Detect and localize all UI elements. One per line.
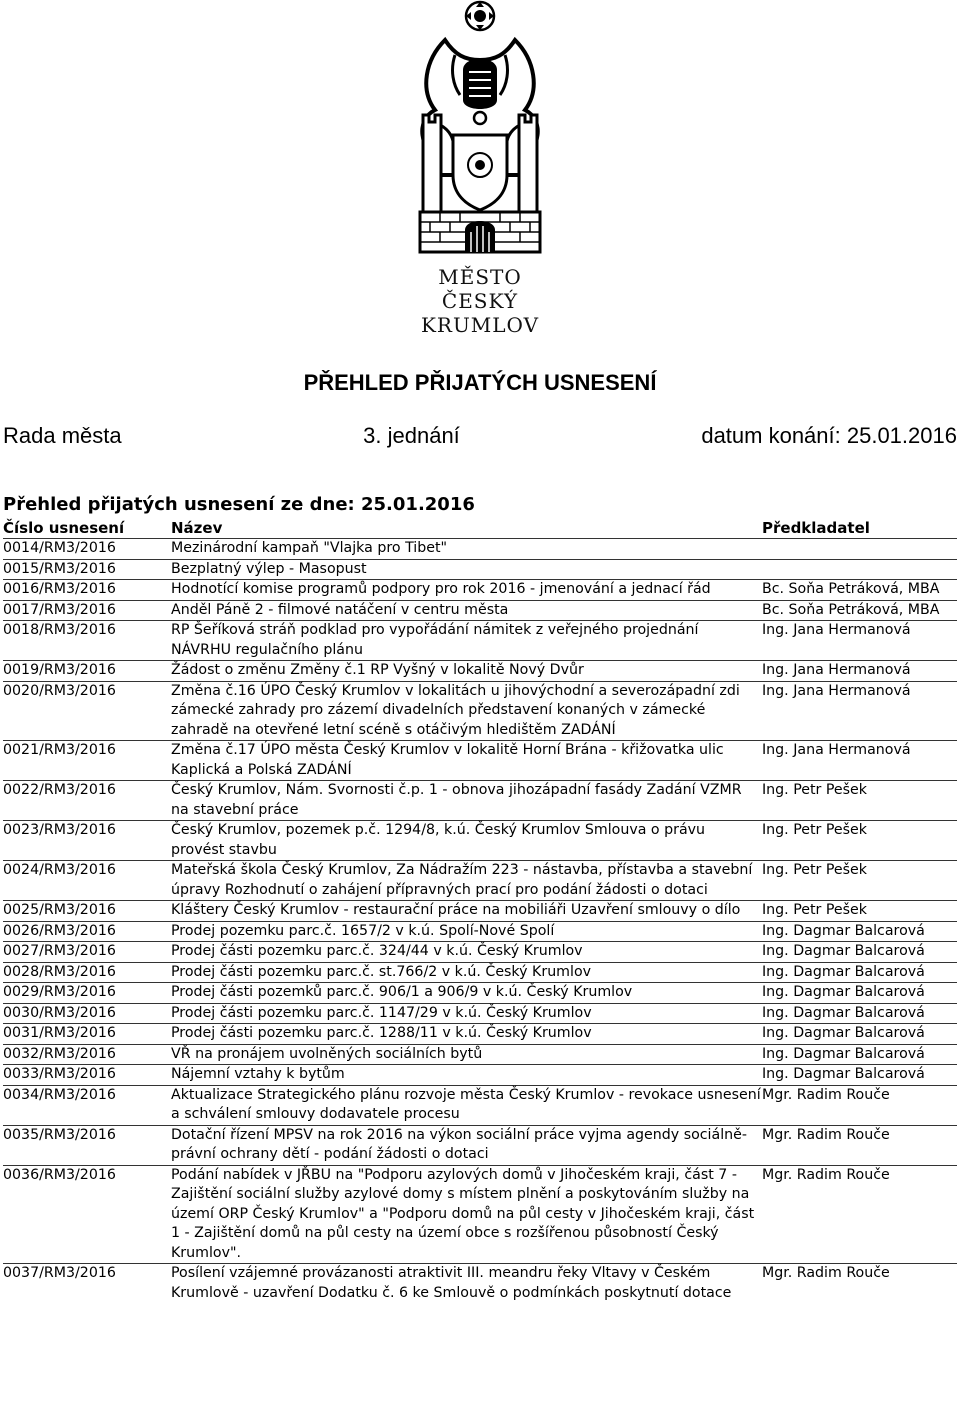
resolution-id: 0034/RM3/2016 <box>3 1086 116 1103</box>
table-row <box>3 963 957 983</box>
table-row <box>3 1045 957 1065</box>
resolution-id: 0024/RM3/2016 <box>3 862 116 878</box>
table-row <box>3 781 957 820</box>
resolution-id: 0037/RM3/2016 <box>3 1265 116 1281</box>
resolution-id: 0023/RM3/2016 <box>3 822 116 838</box>
table-row <box>3 741 957 780</box>
resolution-id: 0032/RM3/2016 <box>3 1045 116 1062</box>
resolution-submitter: Ing. Petr Pešek <box>762 902 867 918</box>
resolution-submitter: Ing. Dagmar Balcarová <box>762 1025 925 1041</box>
resolution-id: 0017/RM3/2016 <box>3 601 116 618</box>
resolution-id: 0027/RM3/2016 <box>3 943 116 959</box>
resolution-name: Prodej části pozemků parc.č. 906/1 a 906/9 v k.ú. Český Krumlov <box>171 984 633 1000</box>
section-title: Přehled přijatých usnesení ze dne: 25.01.2016 <box>3 494 475 515</box>
resolutions-table <box>3 518 957 1303</box>
resolution-submitter: Ing. Dagmar Balcarová <box>762 1066 925 1082</box>
resolution-submitter: Ing. Dagmar Balcarová <box>762 922 925 939</box>
table-row <box>3 682 957 741</box>
table-row <box>3 560 957 580</box>
resolution-submitter: Ing. Jana Hermanová <box>762 622 911 638</box>
resolution-submitter: Ing. Dagmar Balcarová <box>762 1045 925 1062</box>
resolution-submitter: Mgr. Radim Rouče <box>762 1086 890 1103</box>
table-row <box>3 1024 957 1044</box>
resolution-id: 0030/RM3/2016 <box>3 1004 116 1021</box>
resolution-name: Žádost o změnu Změny č.1 RP Vyšný v lokalitě Nový Dvůr <box>171 662 584 678</box>
table-row <box>3 1264 957 1303</box>
resolution-id: 0014/RM3/2016 <box>3 540 116 556</box>
table-row <box>3 942 957 962</box>
resolution-name: Prodej části pozemku parc.č. 1288/11 v k.ú. Český Krumlov <box>171 1025 592 1041</box>
resolution-id: 0020/RM3/2016 <box>3 682 116 699</box>
resolution-id: 0022/RM3/2016 <box>3 782 116 798</box>
resolution-name: VŘ na pronájem uvolněných sociálních bytů <box>171 1045 483 1062</box>
resolution-id: 0035/RM3/2016 <box>3 1126 116 1143</box>
resolution-submitter: Mgr. Radim Rouče <box>762 1265 890 1281</box>
resolution-name: Posílení vzájemné provázanosti atraktivit III. meandru řeky Vltavy v Českém Krumlově - uzavření Dodatku č. 6 ke Smlouvě o podmínkách poskytnutí dotace <box>171 1265 732 1301</box>
header-submitter: Předkladatel <box>762 519 870 537</box>
city-name-line1: MĚSTO <box>438 265 522 289</box>
resolution-name: Nájemní vztahy k bytům <box>171 1066 345 1082</box>
table-row <box>3 861 957 900</box>
resolution-name: Hodnotící komise programů podpory pro rok 2016 - jmenování a jednací řád <box>171 581 711 597</box>
table-body <box>3 538 957 1303</box>
resolution-id: 0021/RM3/2016 <box>3 742 116 758</box>
table-row <box>3 1004 957 1024</box>
meeting-meta <box>3 423 957 449</box>
table-row <box>3 1086 957 1125</box>
resolution-id: 0029/RM3/2016 <box>3 984 116 1000</box>
resolution-name: Bezplatný výlep - Masopust <box>171 560 367 577</box>
resolution-submitter: Mgr. Radim Rouče <box>762 1166 890 1183</box>
resolution-submitter: Mgr. Radim Rouče <box>762 1126 890 1143</box>
meeting-session: 3. jednání <box>363 423 460 448</box>
table-row <box>3 621 957 660</box>
city-name <box>380 265 580 337</box>
resolution-submitter: Ing. Jana Hermanová <box>762 742 911 758</box>
coat-of-arms-icon <box>395 0 565 265</box>
table-row <box>3 901 957 921</box>
resolution-id: 0036/RM3/2016 <box>3 1166 116 1183</box>
resolution-submitter: Ing. Dagmar Balcarová <box>762 1004 925 1021</box>
resolution-id: 0028/RM3/2016 <box>3 963 116 980</box>
resolution-name: Podání nabídek v JŘBU na "Podporu azylových domů v Jihočeském kraji, část 7 - Zajištění sociální služby azylové domy s místem plnění a poskytováním služby na území ORP Český Krumlov" a "Podporu domů na půl cesty v Jihočeském kraji, část 1 - Zajištění domů na půl cesty na území obce s rozšířenou působností Český Krumlov". <box>171 1166 755 1261</box>
table-row <box>3 922 957 942</box>
resolution-submitter: Ing. Petr Pešek <box>762 822 867 838</box>
table-row <box>3 580 957 600</box>
table-row <box>3 983 957 1003</box>
resolution-id: 0019/RM3/2016 <box>3 662 116 678</box>
resolution-submitter: Bc. Soňa Petráková, MBA <box>762 581 940 597</box>
resolution-submitter: Ing. Dagmar Balcarová <box>762 943 925 959</box>
resolution-name: Prodej části pozemku parc.č. 324/44 v k.ú. Český Krumlov <box>171 943 583 959</box>
resolution-submitter: Ing. Dagmar Balcarová <box>762 963 925 980</box>
page-title: PŘEHLED PŘIJATÝCH USNESENÍ <box>303 370 657 395</box>
resolution-name: Český Krumlov, Nám. Svornosti č.p. 1 - obnova jihozápadní fasády Zadání VZMR na stavební práce <box>171 782 742 818</box>
resolution-id: 0033/RM3/2016 <box>3 1066 116 1082</box>
resolution-name: Mezinárodní kampaň "Vlajka pro Tibet" <box>171 540 448 556</box>
resolution-name: Dotační řízení MPSV na rok 2016 na výkon sociální práce vyjma agendy sociálně-právní ochrany dětí - podání žádosti o dotaci <box>171 1126 747 1162</box>
city-name-line2: ČESKÝ KRUMLOV <box>420 289 540 337</box>
resolution-id: 0031/RM3/2016 <box>3 1025 116 1041</box>
table-row <box>3 1065 957 1085</box>
resolution-name: RP Šeříková stráň podklad pro vypořádání námitek z veřejného projednání NÁVRHU regulačního plánu <box>171 622 699 658</box>
table-row <box>3 1166 957 1264</box>
table-row <box>3 601 957 621</box>
resolution-submitter: Ing. Jana Hermanová <box>762 662 911 678</box>
table-row <box>3 539 957 559</box>
resolution-name: Kláštery Český Krumlov - restaurační práce na mobiliáři Uzavření smlouvy o dílo <box>171 902 741 918</box>
resolution-id: 0025/RM3/2016 <box>3 902 116 918</box>
resolution-name: Anděl Páně 2 - filmové natáčení v centru města <box>171 601 509 618</box>
resolution-name: Změna č.17 ÚPO města Český Krumlov v lokalitě Horní Brána - křižovatka ulic Kaplická a Polská ZADÁNÍ <box>171 742 724 778</box>
resolution-name: Změna č.16 ÚPO Český Krumlov v lokalitách u jihovýchodní a severozápadní zdi zámecké zahrady pro zázemí divadelních představení konaných v zámecké zahradě na otevřené letní scéně s otáčivým hledištěm ZADÁNÍ <box>171 682 740 738</box>
header-id: Číslo usnesení <box>3 519 125 537</box>
table-header <box>3 518 957 538</box>
resolution-name: Prodej části pozemku parc.č. st.766/2 v k.ú. Český Krumlov <box>171 963 592 980</box>
resolution-submitter: Bc. Soňa Petráková, MBA <box>762 601 940 618</box>
resolution-name: Aktualizace Strategického plánu rozvoje města Český Krumlov - revokace usnesení a schválení smlouvy dodavatele procesu <box>171 1086 761 1122</box>
resolution-name: Prodej části pozemku parc.č. 1147/29 v k.ú. Český Krumlov <box>171 1004 592 1021</box>
header-name: Název <box>171 519 223 537</box>
resolution-submitter: Ing. Petr Pešek <box>762 782 867 798</box>
resolution-name: Mateřská škola Český Krumlov, Za Nádražím 223 - nástavba, přístavba a stavební úpravy Rozhodnutí o zahájení přípravných prací pro podání žádosti o dotaci <box>171 862 753 898</box>
meeting-date: datum konání: 25.01.2016 <box>701 423 957 448</box>
resolution-submitter: Ing. Jana Hermanová <box>762 682 911 699</box>
resolution-id: 0026/RM3/2016 <box>3 922 116 939</box>
resolution-submitter: Ing. Dagmar Balcarová <box>762 984 925 1000</box>
resolution-name: Český Krumlov, pozemek p.č. 1294/8, k.ú. Český Krumlov Smlouva o právu provést stavbu <box>171 822 706 858</box>
resolution-id: 0016/RM3/2016 <box>3 581 116 597</box>
resolution-name: Prodej pozemku parc.č. 1657/2 v k.ú. Spolí-Nové Spolí <box>171 922 555 939</box>
table-row <box>3 1126 957 1165</box>
resolution-submitter: Ing. Petr Pešek <box>762 862 867 878</box>
table-row <box>3 821 957 860</box>
resolution-id: 0018/RM3/2016 <box>3 622 116 638</box>
meeting-body: Rada města <box>3 423 122 448</box>
table-row <box>3 661 957 681</box>
resolution-id: 0015/RM3/2016 <box>3 560 116 577</box>
